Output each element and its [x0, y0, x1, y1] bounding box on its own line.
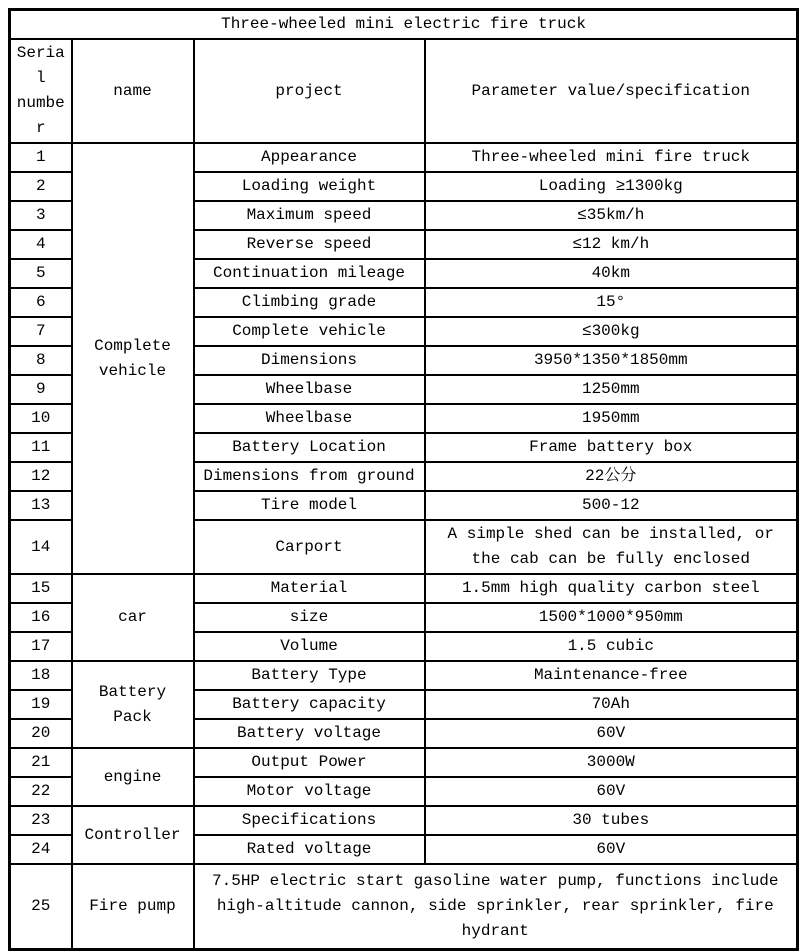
value-cell: Loading ≥1300kg [425, 172, 798, 201]
project-cell: Output Power [194, 748, 425, 777]
value-cell: 1950mm [425, 404, 798, 433]
project-cell: Volume [194, 632, 425, 661]
project-cell: Battery capacity [194, 690, 425, 719]
value-cell: Frame battery box [425, 433, 798, 462]
table-row [10, 574, 798, 603]
serial-cell: 10 [10, 404, 72, 433]
spec-table-body [10, 143, 798, 950]
serial-cell: 24 [10, 835, 72, 864]
name-group-cell: Complete vehicle [72, 143, 194, 574]
project-cell: Appearance [194, 143, 425, 172]
table-row [10, 661, 798, 690]
serial-cell: 8 [10, 346, 72, 375]
value-cell: ≤300kg [425, 317, 798, 346]
table-row [10, 748, 798, 777]
project-cell: Continuation mileage [194, 259, 425, 288]
project-cell: Loading weight [194, 172, 425, 201]
serial-cell: 25 [10, 864, 72, 950]
value-cell: 1250mm [425, 375, 798, 404]
name-group-cell: Fire pump [72, 864, 194, 950]
serial-cell: 17 [10, 632, 72, 661]
project-cell: Motor voltage [194, 777, 425, 806]
serial-cell: 23 [10, 806, 72, 835]
value-cell: ≤12 km/h [425, 230, 798, 259]
serial-cell: 5 [10, 259, 72, 288]
spec-table [8, 8, 799, 951]
serial-cell: 14 [10, 520, 72, 574]
value-cell: 500-12 [425, 491, 798, 520]
project-cell: Rated voltage [194, 835, 425, 864]
project-cell: Dimensions from ground [194, 462, 425, 491]
value-cell: Three-wheeled mini fire truck [425, 143, 798, 172]
value-cell: 60V [425, 835, 798, 864]
value-cell: 60V [425, 777, 798, 806]
column-header-parameter: Parameter value/specification [425, 39, 798, 143]
value-cell: 60V [425, 719, 798, 748]
value-cell: 3950*1350*1850mm [425, 346, 798, 375]
project-cell: Reverse speed [194, 230, 425, 259]
value-cell: 70Ah [425, 690, 798, 719]
project-cell: Battery voltage [194, 719, 425, 748]
serial-cell: 6 [10, 288, 72, 317]
name-group-cell: Battery Pack [72, 661, 194, 748]
project-cell: Tire model [194, 491, 425, 520]
serial-cell: 3 [10, 201, 72, 230]
serial-cell: 16 [10, 603, 72, 632]
value-cell: 3000W [425, 748, 798, 777]
project-cell: Dimensions [194, 346, 425, 375]
name-group-cell: engine [72, 748, 194, 806]
serial-cell: 2 [10, 172, 72, 201]
serial-cell: 19 [10, 690, 72, 719]
project-cell: size [194, 603, 425, 632]
name-group-cell: Controller [72, 806, 194, 864]
table-row [10, 806, 798, 835]
serial-cell: 18 [10, 661, 72, 690]
value-cell: 30 tubes [425, 806, 798, 835]
project-cell: Carport [194, 520, 425, 574]
serial-cell: 11 [10, 433, 72, 462]
serial-cell: 7 [10, 317, 72, 346]
spec-sheet [8, 8, 799, 951]
project-cell: Climbing grade [194, 288, 425, 317]
serial-cell: 22 [10, 777, 72, 806]
project-cell: Battery Type [194, 661, 425, 690]
value-cell: A simple shed can be installed, or the cab can be fully enclosed [425, 520, 798, 574]
value-cell: 22公分 [425, 462, 798, 491]
title-row [10, 10, 798, 40]
serial-cell: 13 [10, 491, 72, 520]
serial-cell: 12 [10, 462, 72, 491]
value-cell: 15° [425, 288, 798, 317]
merged-project-value-cell: 7.5HP electric start gasoline water pump, functions include high-altitude cannon, side sprinkler, rear sprinkler, fire hydrant [194, 864, 798, 950]
project-cell: Complete vehicle [194, 317, 425, 346]
serial-cell: 21 [10, 748, 72, 777]
serial-cell: 9 [10, 375, 72, 404]
value-cell: ≤35km/h [425, 201, 798, 230]
column-header-project: project [194, 39, 425, 143]
name-group-cell: car [72, 574, 194, 661]
serial-cell: 4 [10, 230, 72, 259]
serial-cell: 15 [10, 574, 72, 603]
value-cell: 1.5mm high quality carbon steel [425, 574, 798, 603]
project-cell: Wheelbase [194, 375, 425, 404]
project-cell: Material [194, 574, 425, 603]
value-cell: 40km [425, 259, 798, 288]
project-cell: Specifications [194, 806, 425, 835]
value-cell: Maintenance-free [425, 661, 798, 690]
table-title: Three-wheeled mini electric fire truck [10, 10, 798, 40]
project-cell: Maximum speed [194, 201, 425, 230]
table-row [10, 864, 798, 950]
project-cell: Wheelbase [194, 404, 425, 433]
header-row [10, 39, 798, 143]
column-header-serial-number: Serial number [10, 39, 72, 143]
project-cell: Battery Location [194, 433, 425, 462]
table-row [10, 143, 798, 172]
serial-cell: 1 [10, 143, 72, 172]
column-header-name: name [72, 39, 194, 143]
serial-cell: 20 [10, 719, 72, 748]
value-cell: 1.5 cubic [425, 632, 798, 661]
value-cell: 1500*1000*950mm [425, 603, 798, 632]
